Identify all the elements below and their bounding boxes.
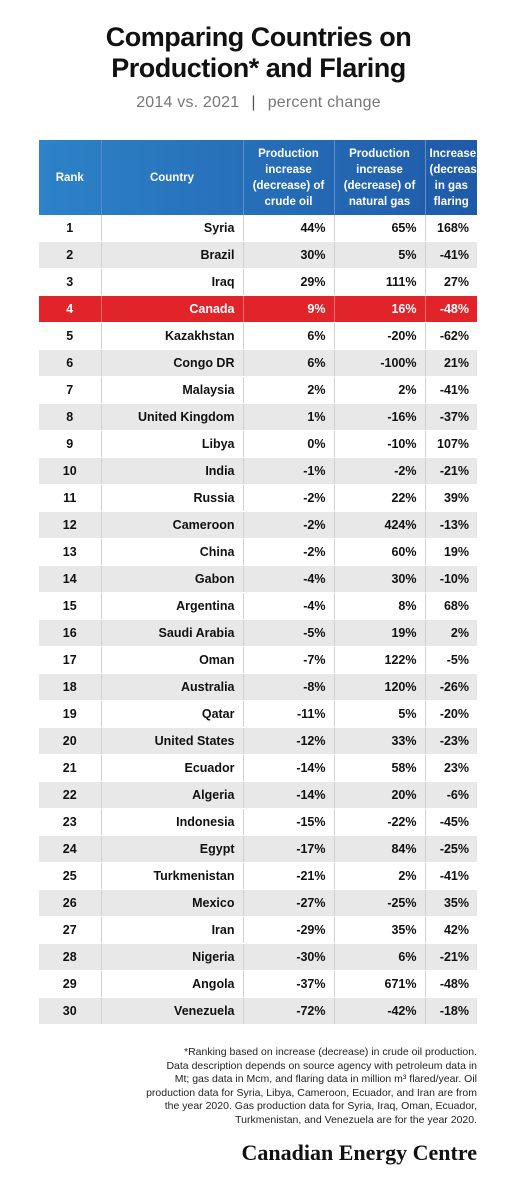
rank-cell: 30 xyxy=(39,998,101,1025)
table-row xyxy=(39,215,477,242)
rank-cell: 1 xyxy=(39,215,101,242)
crude-oil-cell: 44% xyxy=(243,215,334,242)
country-cell: Turkmenistan xyxy=(101,863,243,890)
gas-flaring-cell: -26% xyxy=(425,674,477,701)
gas-flaring-cell: -48% xyxy=(425,296,477,323)
table-row xyxy=(39,701,477,728)
country-cell: Congo DR xyxy=(101,350,243,377)
crude-oil-cell: 29% xyxy=(243,269,334,296)
gas-flaring-cell: 23% xyxy=(425,755,477,782)
country-cell: United Kingdom xyxy=(101,404,243,431)
gas-flaring-cell: 39% xyxy=(425,485,477,512)
gas-flaring-cell: -41% xyxy=(425,863,477,890)
rank-cell: 19 xyxy=(39,701,101,728)
crude-oil-cell: 6% xyxy=(243,350,334,377)
natural-gas-cell: 58% xyxy=(334,755,425,782)
crude-oil-cell: -14% xyxy=(243,782,334,809)
crude-oil-cell: 9% xyxy=(243,296,334,323)
rank-cell: 25 xyxy=(39,863,101,890)
gas-flaring-cell: -25% xyxy=(425,836,477,863)
subtitle-separator: | xyxy=(251,94,256,111)
page-title xyxy=(0,22,517,84)
rank-cell: 18 xyxy=(39,674,101,701)
natural-gas-cell: 35% xyxy=(334,917,425,944)
rank-cell: 29 xyxy=(39,971,101,998)
natural-gas-cell: 84% xyxy=(334,836,425,863)
country-cell: Indonesia xyxy=(101,809,243,836)
gas-flaring-cell: 19% xyxy=(425,539,477,566)
rank-cell: 10 xyxy=(39,458,101,485)
natural-gas-cell: 22% xyxy=(334,485,425,512)
rank-cell: 17 xyxy=(39,647,101,674)
country-cell: Syria xyxy=(101,215,243,242)
rank-cell: 12 xyxy=(39,512,101,539)
table-row xyxy=(39,647,477,674)
gas-flaring-cell: 168% xyxy=(425,215,477,242)
crude-oil-cell: -5% xyxy=(243,620,334,647)
gas-flaring-cell: -45% xyxy=(425,809,477,836)
crude-oil-cell: -29% xyxy=(243,917,334,944)
country-cell: Egypt xyxy=(101,836,243,863)
rank-cell: 20 xyxy=(39,728,101,755)
natural-gas-cell: 120% xyxy=(334,674,425,701)
table-row xyxy=(39,539,477,566)
table-row xyxy=(39,863,477,890)
footnote xyxy=(120,1046,477,1127)
natural-gas-cell: 16% xyxy=(334,296,425,323)
table-row-highlighted xyxy=(39,296,477,323)
title-line-2: Production* and Flaring xyxy=(111,53,406,83)
rank-cell: 16 xyxy=(39,620,101,647)
crude-oil-cell: 30% xyxy=(243,242,334,269)
footnote-line: Turkmenistan, and Venezuela are for the year 2020. xyxy=(235,1113,477,1126)
gas-flaring-cell: -21% xyxy=(425,458,477,485)
table-row xyxy=(39,404,477,431)
gas-flaring-cell: -13% xyxy=(425,512,477,539)
table-row xyxy=(39,674,477,701)
crude-oil-cell: -11% xyxy=(243,701,334,728)
gas-flaring-cell: 27% xyxy=(425,269,477,296)
gas-flaring-cell: -10% xyxy=(425,566,477,593)
country-cell: Kazakhstan xyxy=(101,323,243,350)
rank-cell: 22 xyxy=(39,782,101,809)
footnote-line: Mt; gas data in Mcm, and flaring data in million m³ flared/year. Oil xyxy=(174,1073,477,1085)
crude-oil-cell: -72% xyxy=(243,998,334,1025)
rank-cell: 9 xyxy=(39,431,101,458)
table-row xyxy=(39,998,477,1025)
crude-oil-cell: -12% xyxy=(243,728,334,755)
crude-oil-cell: -30% xyxy=(243,944,334,971)
table-row xyxy=(39,512,477,539)
rank-cell: 21 xyxy=(39,755,101,782)
country-cell: Nigeria xyxy=(101,944,243,971)
natural-gas-cell: 122% xyxy=(334,647,425,674)
rank-cell: 2 xyxy=(39,242,101,269)
table-body xyxy=(39,215,477,1025)
natural-gas-cell: -16% xyxy=(334,404,425,431)
country-cell: Venezuela xyxy=(101,998,243,1025)
table-row xyxy=(39,593,477,620)
country-cell: Canada xyxy=(101,296,243,323)
gas-flaring-cell: -21% xyxy=(425,944,477,971)
subtitle-measure: percent change xyxy=(267,94,381,111)
table-header xyxy=(39,140,488,215)
header-row xyxy=(39,140,477,215)
rank-cell: 8 xyxy=(39,404,101,431)
brand-logo: Canadian Energy Centre xyxy=(241,1140,477,1165)
footnote-line: the year 2020. Gas production data for Syria, Iraq, Oman, Ecuador, xyxy=(164,1100,477,1112)
table-row xyxy=(39,377,477,404)
subtitle xyxy=(0,94,517,112)
gas-flaring-cell: 21% xyxy=(425,350,477,377)
crude-oil-cell: -2% xyxy=(243,539,334,566)
rank-cell: 28 xyxy=(39,944,101,971)
rank-cell: 7 xyxy=(39,377,101,404)
country-cell: Australia xyxy=(101,674,243,701)
natural-gas-cell: 33% xyxy=(334,728,425,755)
country-cell: Russia xyxy=(101,485,243,512)
gas-flaring-cell: 2% xyxy=(425,620,477,647)
crude-oil-cell: -27% xyxy=(243,890,334,917)
country-cell: Saudi Arabia xyxy=(101,620,243,647)
natural-gas-cell: 8% xyxy=(334,593,425,620)
crude-oil-cell: -8% xyxy=(243,674,334,701)
table-row xyxy=(39,836,477,863)
footnote-line: *Ranking based on increase (decrease) in crude oil production. xyxy=(183,1046,477,1058)
natural-gas-cell: 111% xyxy=(334,269,425,296)
gas-flaring-cell: -62% xyxy=(425,323,477,350)
gas-flaring-cell: 107% xyxy=(425,431,477,458)
country-cell: India xyxy=(101,458,243,485)
rank-cell: 27 xyxy=(39,917,101,944)
crude-oil-cell: -2% xyxy=(243,485,334,512)
gas-flaring-cell: -5% xyxy=(425,647,477,674)
natural-gas-cell: -10% xyxy=(334,431,425,458)
header-natural-gas: Production increase (decrease) of natural gas xyxy=(334,140,425,215)
crude-oil-cell: -15% xyxy=(243,809,334,836)
crude-oil-cell: -21% xyxy=(243,863,334,890)
table-row xyxy=(39,944,477,971)
rank-cell: 23 xyxy=(39,809,101,836)
country-cell: Angola xyxy=(101,971,243,998)
header-rank: Rank xyxy=(39,140,101,215)
crude-oil-cell: -17% xyxy=(243,836,334,863)
gas-flaring-cell: -20% xyxy=(425,701,477,728)
table-row xyxy=(39,350,477,377)
table-row xyxy=(39,809,477,836)
natural-gas-cell: 6% xyxy=(334,944,425,971)
crude-oil-cell: 6% xyxy=(243,323,334,350)
table-row xyxy=(39,269,477,296)
table-row xyxy=(39,971,477,998)
natural-gas-cell: 2% xyxy=(334,377,425,404)
table-row xyxy=(39,458,477,485)
gas-flaring-cell: 68% xyxy=(425,593,477,620)
crude-oil-cell: -4% xyxy=(243,566,334,593)
natural-gas-cell: 20% xyxy=(334,782,425,809)
table-row xyxy=(39,755,477,782)
title-line-1: Comparing Countries on xyxy=(105,22,412,52)
natural-gas-cell: 30% xyxy=(334,566,425,593)
footnote-line: Data description depends on source agency with petroleum data in xyxy=(166,1059,477,1072)
country-cell: United States xyxy=(101,728,243,755)
country-cell: Qatar xyxy=(101,701,243,728)
natural-gas-cell: -100% xyxy=(334,350,425,377)
country-cell: Argentina xyxy=(101,593,243,620)
table-row xyxy=(39,890,477,917)
country-cell: Iraq xyxy=(101,269,243,296)
country-cell: Iran xyxy=(101,917,243,944)
country-cell: Cameroon xyxy=(101,512,243,539)
natural-gas-cell: -22% xyxy=(334,809,425,836)
rank-cell: 5 xyxy=(39,323,101,350)
footnote-line: production data for Syria, Libya, Cameroon, Ecuador, and Iran are from xyxy=(146,1086,477,1099)
crude-oil-cell: 1% xyxy=(243,404,334,431)
table-row xyxy=(39,242,477,269)
country-cell: Mexico xyxy=(101,890,243,917)
natural-gas-cell: -25% xyxy=(334,890,425,917)
table-row xyxy=(39,323,477,350)
country-cell: China xyxy=(101,539,243,566)
country-cell: Oman xyxy=(101,647,243,674)
subtitle-period: 2014 vs. 2021 xyxy=(136,94,240,111)
rank-cell: 11 xyxy=(39,485,101,512)
crude-oil-cell: -2% xyxy=(243,512,334,539)
crude-oil-cell: -37% xyxy=(243,971,334,998)
natural-gas-cell: -42% xyxy=(334,998,425,1025)
crude-oil-cell: -14% xyxy=(243,755,334,782)
data-table xyxy=(39,140,488,1025)
natural-gas-cell: 671% xyxy=(334,971,425,998)
table-row xyxy=(39,782,477,809)
natural-gas-cell: 2% xyxy=(334,863,425,890)
rank-cell: 24 xyxy=(39,836,101,863)
table-row xyxy=(39,917,477,944)
crude-oil-cell: -1% xyxy=(243,458,334,485)
rank-cell: 6 xyxy=(39,350,101,377)
rank-cell: 4 xyxy=(39,296,101,323)
rank-cell: 13 xyxy=(39,539,101,566)
natural-gas-cell: -20% xyxy=(334,323,425,350)
natural-gas-cell: 19% xyxy=(334,620,425,647)
natural-gas-cell: 5% xyxy=(334,701,425,728)
country-cell: Gabon xyxy=(101,566,243,593)
rank-cell: 14 xyxy=(39,566,101,593)
gas-flaring-cell: -48% xyxy=(425,971,477,998)
natural-gas-cell: -2% xyxy=(334,458,425,485)
country-cell: Brazil xyxy=(101,242,243,269)
rank-cell: 3 xyxy=(39,269,101,296)
table-row xyxy=(39,566,477,593)
gas-flaring-cell: 42% xyxy=(425,917,477,944)
crude-oil-cell: -4% xyxy=(243,593,334,620)
crude-oil-cell: 2% xyxy=(243,377,334,404)
country-cell: Ecuador xyxy=(101,755,243,782)
crude-oil-cell: -7% xyxy=(243,647,334,674)
natural-gas-cell: 5% xyxy=(334,242,425,269)
header-crude-oil: Production increase (decrease) of crude oil xyxy=(243,140,334,215)
table-row xyxy=(39,485,477,512)
gas-flaring-cell: -41% xyxy=(425,242,477,269)
gas-flaring-cell: -41% xyxy=(425,377,477,404)
gas-flaring-cell: -37% xyxy=(425,404,477,431)
gas-flaring-cell: -18% xyxy=(425,998,477,1025)
natural-gas-cell: 424% xyxy=(334,512,425,539)
country-cell: Malaysia xyxy=(101,377,243,404)
header-gas-flaring: Increase (decrease) in gas flaring xyxy=(429,147,488,208)
table-row xyxy=(39,728,477,755)
gas-flaring-cell: -23% xyxy=(425,728,477,755)
rank-cell: 15 xyxy=(39,593,101,620)
natural-gas-cell: 60% xyxy=(334,539,425,566)
crude-oil-cell: 0% xyxy=(243,431,334,458)
table-row xyxy=(39,431,477,458)
natural-gas-cell: 65% xyxy=(334,215,425,242)
table-row xyxy=(39,620,477,647)
country-cell: Libya xyxy=(101,431,243,458)
header-country: Country xyxy=(101,140,243,215)
gas-flaring-cell: -6% xyxy=(425,782,477,809)
gas-flaring-cell: 35% xyxy=(425,890,477,917)
country-cell: Algeria xyxy=(101,782,243,809)
rank-cell: 26 xyxy=(39,890,101,917)
